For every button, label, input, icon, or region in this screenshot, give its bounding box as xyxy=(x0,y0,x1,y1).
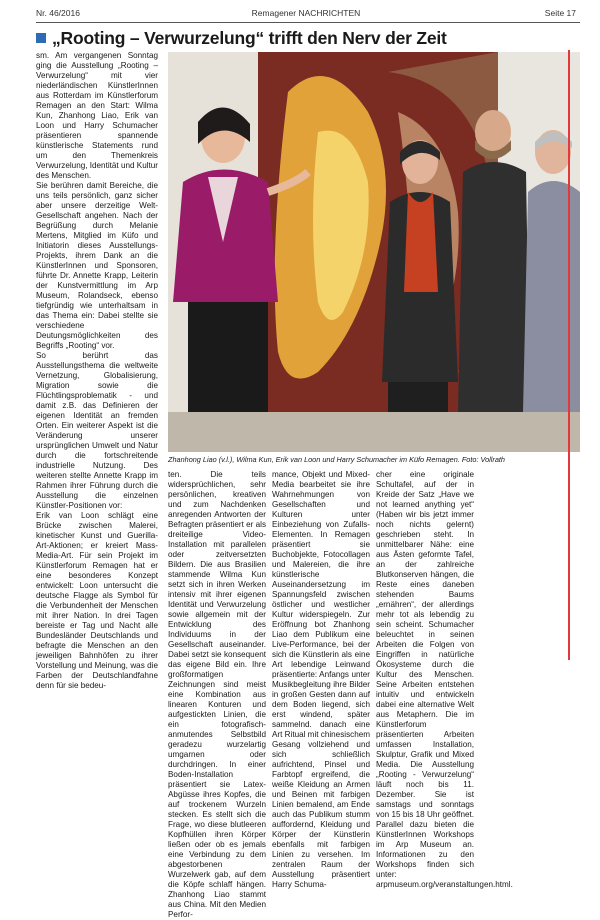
paragraph: Erik van Loon schlägt eine Brücke zwischen Malerei, kinetischer Kunst und Guerilla-Art-Aktionen; er kreiert Mass-Media-Art. Für sein Projekt im Künstlerforum Remagen hat er eine besonderes Konzept entwickelt: Loon untersucht die deutsche Flagge als Symbol für die Verbundenheit der Menschen mit ihrer Nation. In drei Tagen bereiste er Tag und Nacht alle Bundesländer Deutschlands und befragte die Menschen an den jeweiligen Bahnhöfen zu ihrer Vorstellung und Meinung, was die Farben der Deutschlandfahne denn für sie bedeu- xyxy=(36,511,158,690)
newspaper-name: Remagener NACHRICHTEN xyxy=(251,8,361,18)
photo-caption: Zhanhong Liao (v.l.), Wilma Kun, Erik van Loon und Harry Schumacher im Küfo Remagen. Foto: Vollrath xyxy=(168,455,505,464)
margin-rule xyxy=(568,50,570,660)
issue-number: Nr. 46/2016 xyxy=(36,8,80,18)
article-headline xyxy=(36,28,580,50)
paragraph: So berührt das Ausstellungsthema die weltweite Vernetzung, Globalisierung, Migration sowie die Flüchtlingsproblematik - und damit z.B. das Definieren der eigenen Identität an fremden Orten. Ein weiterer Aspekt ist die Veränderung unserer ursprünglichen Umwelt und Natur durch die fortschreitende industrielle Nutzung. Des weiteren stellte Annette Krapp im Rahmen ihrer Führung durch die Ausstellung die einzelnen Künstler-Positionen vor: xyxy=(36,351,158,510)
article-column-2: ten. Die teils widersprüchlichen, sehr persönlichen, kreativen und zum Nachdenken anregenden Antworten der Befragten präsentiert er als dreiteilige Video-Installation mit parallelen oder zeitversetzten Bildern. Die aus Brasilien stammende Wilma Kun setzt sich in ihren Werken intensiv mit ihrer eigenen Identität und Verwurzelung sowie allgemein mit der Entwicklung des Individuums in der Gesellschaft auseinander. Dabei setzt sie konsequent das eigene Bild ein. Ihre großformatigen Zeichnungen sind meist eine Kombination aus linearen Konturen und aufgestickten Linien, die ein fotografisch-anmutendes Selbstbild geradezu wurzelartig umgarnen oder durchdringen. In einer Boden-Installation präsentiert sie Latex-Abgüsse ihres Kopfes, die auf trockenem Wurzeln stecken. Es stellt sich die Frage, wo diese blutleeren Kopfhüllen ihren Körper ließen oder ob es jemals eine Verbindung zu dem abgestorbenen Wurzelwerk gab, auf dem die Köpfe schlaff hängen. Zhanhong Liao stammt aus China. Mit den Medien Perfor- xyxy=(168,470,267,919)
page-number: Seite 17 xyxy=(544,8,576,18)
article-column-1 xyxy=(36,51,158,690)
photo-illustration xyxy=(168,52,580,452)
page-header xyxy=(36,8,576,22)
article-column-3: mance, Objekt und Mixed-Media bearbeitet sie ihre Wahrnehmungen von Gesellschaften und Kulturen unter Einbeziehung von Zufalls-Elementen. In Remagen präsentiert sie Buchobjekte, Fotocollagen und Malereien, die ihre künstlerische Auseinandersetzung im Spannungsfeld zwischen östlicher und westlicher Kultur widerspiegeln. Zur Eröffnung bot Zhanhong Liao dem Publikum eine Live-Performance, bei der sich die Künstlerin als eine Art lebendige Leinwand präsentierte: Anfangs unter Musikbegleitung ihre Bilder in großen Gesten dann auf dem Boden liegend, sich erst windend, später sammelnd. danach eine Art Ritual mit chinesischem Gesang vollziehend und sich schließlich aufrichtend, Pinsel und Farbtopf ergreifend, die weiße Kleidung an Armen und Beinen mit farbigen Linien bemalend, am Ende auch das Publikum stumm auffordernd, Kleidung und Körper der Künstlerin ebenfalls mit farbigen Linien zu versehen. Im zentralen Raum der Ausstellung präsentiert Harry Schuma- xyxy=(272,470,370,889)
article-photo xyxy=(168,52,580,452)
headline-text: „Rooting – Verwurzelung“ trifft den Nerv der Zeit xyxy=(52,28,447,48)
paragraph: Sie berühren damit Bereiche, die uns teils persönlich, ganz sicher aber unsere derzeitige Welt-Gesellschaft angehen. Nach der Begrüßung durch Melanie Mertens, Mitglied im Küfo und Initiatorin dieses Ausstellungs-Projekts, ihrem Dank an die KünstlerInnen und Sponsoren, führte Dr. Annette Krapp, Leiterin der Kunstvermittlung im Arp Museum, Rolandseck, ebenso tiefgründig wie unterhaltsam in das Thema ein: Dabei stellte sie verschiedene Deutungsmöglichkeiten des Begriffs „Rooting“ vor. xyxy=(36,181,158,350)
headline-square-icon xyxy=(36,33,46,43)
header-rule xyxy=(36,22,580,23)
article-column-4: cher eine originale Schultafel, auf der in Kreide der Satz „Have we not learned anything yet“ (Haben wir bis jetzt immer noch nichts gelernt) geschrieben steht. In unmittelbarer Nähe: eine aus Ästen geformte Tafel, an der zahlreiche Blutkonserven hängen, die Reste eines daneben stehenden Baums „ernähren“, der allerdings mehr tot als lebendig zu sein scheint. Schumacher beleuchtet in seinen Arbeiten die Folgen von Eingriffen in natürliche Ökosysteme durch die Kultur des Menschen. Seine Arbeiten entstehen intuitiv und entwickeln dabei eine alternative Welt aus Metaphern. Die im Künstlerforum präsentierten Arbeiten umfassen Installation, Skulptur, Grafik und Mixed Media. Die Ausstellung „Rooting - Verwurzelung“ läuft noch bis 11. Dezember. Sie ist samstags und sonntags von 15 bis 18 Uhr geöffnet. Parallel dazu bieten die KünstlerInnen Workshops im Arp Museum an. Informationen zu den Workshops finden sich unter: arpmuseum.org/veranstaltungen.html. xyxy=(376,470,513,889)
paragraph: sm. Am vergangenen Sonntag ging die Ausstellung „Rooting – Verwurzelung“ mit vier niederländischen KünstlerInnen aus Rotterdam im Künstlerforum Remagen an den Start: Wilma Kun, Zhanhong Liao, Erik van Loon und Harry Schumacher präsentieren spannende künstlerische Statements rund um den Themenkreis Verwurzelung, Identität und Kultur des Menschen. xyxy=(36,51,158,180)
